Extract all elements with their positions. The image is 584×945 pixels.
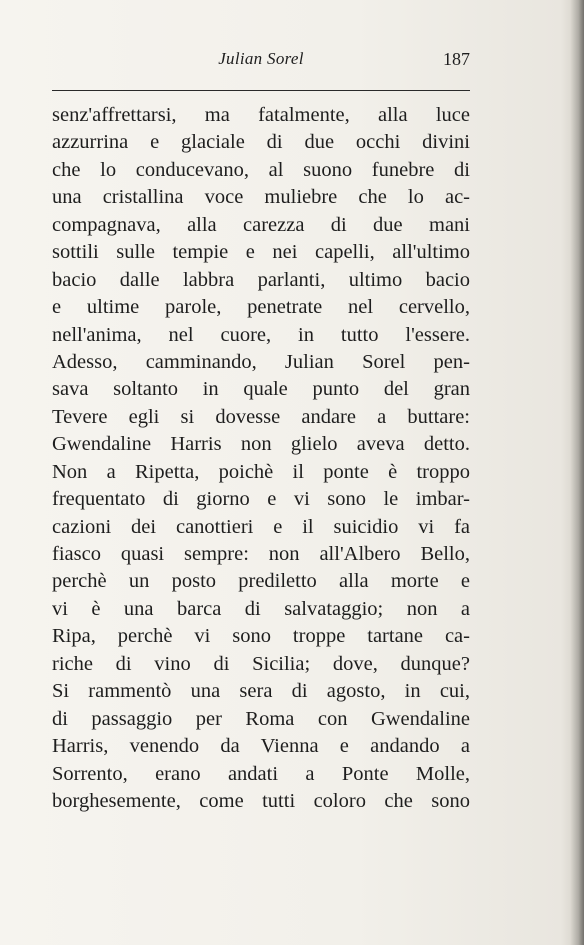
text-line: sava soltanto in quale punto del gran [52,378,470,401]
text-line: che lo conducevano, al suono funebre di [52,158,470,181]
text-line: una cristallina voce muliebre che lo ac- [52,186,470,209]
running-head [52,49,470,75]
text-line: azzurrina e glaciale di due occhi divini [52,131,470,154]
text-line: frequentato di giorno e vi sono le imbar- [52,488,470,511]
text-line: Gwendaline Harris non glielo aveva detto. [52,433,470,456]
text-line: perchè un posto prediletto alla morte e [52,570,470,593]
page-edge-shadow [570,0,584,945]
text-line: di passaggio per Roma con Gwendaline [52,707,470,730]
text-line: fiasco quasi sempre: non all'Albero Bello, [52,543,470,565]
page-number: 187 [443,49,470,69]
text-line: nell'anima, nel cuore, in tutto l'essere. [52,323,470,346]
text-line: Ripa, perchè vi sono troppe tartane ca- [52,625,470,648]
text-line: senz'affrettarsi, ma fatalmente, alla luce [52,104,470,126]
text-line: bacio dalle labbra parlanti, ultimo bacio [52,268,470,291]
text-line: compagnava, alla carezza di due mani [52,213,470,236]
text-line: Sorrento, erano andati a Ponte Molle, [52,762,470,785]
text-line: cazioni dei canottieri e il suicidio vi fa [52,515,470,538]
text-line: Harris, venendo da Vienna e andando a [52,735,470,758]
running-title: Julian Sorel [218,49,304,68]
text-line: e ultime parole, penetrate nel cervello, [52,296,470,319]
text-line: sottili sulle tempie e nei capelli, all'ultimo [52,241,470,264]
text-line: riche di vino di Sicilia; dove, dunque? [52,652,470,675]
text-line: Non a Ripetta, poichè il ponte è troppo [52,460,470,483]
body-text [52,102,470,815]
header-rule [52,90,470,91]
text-line: Adesso, camminando, Julian Sorel pen- [52,350,470,373]
text-line: Tevere egli si dovesse andare a buttare: [52,405,470,428]
text-line: vi è una barca di salvataggio; non a [52,597,470,620]
text-line: borghesemente, come tutti coloro che sono [52,789,470,812]
text-line: Si rammentò una sera di agosto, in cui, [52,680,470,703]
